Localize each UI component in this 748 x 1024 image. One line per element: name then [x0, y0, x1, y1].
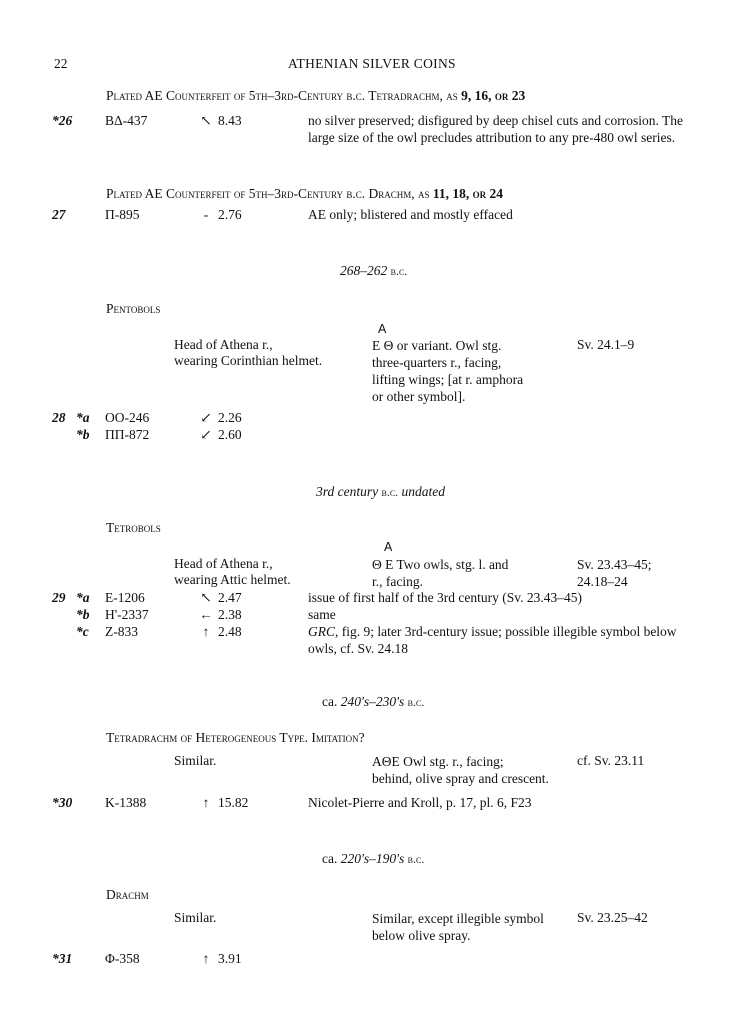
- period-heading: 3rd century b.c. undated: [316, 484, 446, 499]
- weight: 2.47: [218, 590, 242, 605]
- obverse-description: Similar.: [174, 753, 217, 768]
- denomination-heading: Tetradrachm of Heterogeneous Type. Imitation?: [106, 730, 365, 745]
- comment-line: no silver preserved; disfigured by deep chisel cuts and corrosion. The: [308, 113, 684, 128]
- catalog-number: 29: [52, 590, 66, 605]
- weight: 2.26: [218, 410, 242, 425]
- weight: 3.91: [218, 951, 242, 966]
- page-number: 22: [54, 56, 68, 71]
- section-heading-drachm-counterfeit: Plated AE Counterfeit of 5th–3rd-Century b.c. Drachm, as 11, 18, or 24: [106, 186, 504, 201]
- comment: issue of first half of the 3rd century (Sv. 23.43–45): [308, 590, 582, 605]
- sub-entry-label: *a: [76, 590, 90, 605]
- period-heading: ca. 240's–230's b.c.: [322, 694, 425, 709]
- catalog-number: *26: [52, 113, 73, 128]
- denomination-heading: Pentobols: [106, 301, 161, 316]
- sub-entry-label: *c: [76, 624, 89, 639]
- inventory-number: H'-2337: [105, 607, 149, 622]
- inventory-number: ΠΠ-872: [105, 427, 150, 442]
- die-axis-arrow-icon: ↑: [202, 951, 210, 966]
- weight: 15.82: [218, 795, 249, 810]
- comment: AE only; blistered and mostly effaced: [308, 207, 513, 222]
- comment: Nicolet-Pierre and Kroll, p. 17, pl. 6, F23: [308, 795, 532, 810]
- catalog-number: *31: [52, 951, 73, 966]
- weight: 2.38: [218, 607, 242, 622]
- die-axis-arrow-icon: ↖: [200, 590, 212, 605]
- catalog-number: *30: [52, 795, 73, 810]
- die-axis-arrow-icon: ↖: [200, 113, 212, 128]
- die-axis-arrow-icon: ←: [199, 607, 213, 622]
- reference: cf. Sv. 23.11: [577, 753, 645, 768]
- inventory-number: BΔ-437: [105, 113, 148, 128]
- weight: 8.43: [218, 113, 242, 128]
- die-axis-arrow-icon: ↙: [200, 410, 212, 425]
- inventory-number: E-1206: [105, 590, 145, 605]
- reverse-monogram-letter: A: [378, 322, 387, 336]
- reverse-description: E Θ or variant. Owl stg. three-quarters r., facing, lifting wings; [at r. amphora or other symbol].: [372, 338, 524, 404]
- catalog-number: 28: [52, 410, 66, 425]
- inventory-number: Φ-358: [105, 951, 140, 966]
- obverse-description: Head of Athena r., wearing Corinthian helmet.: [174, 337, 323, 368]
- reference: Sv. 23.43–45; 24.18–24: [577, 557, 652, 589]
- period-heading: ca. 220's–190's b.c.: [322, 851, 425, 866]
- section-heading-tetradrachm-counterfeit: Plated AE Counterfeit of 5th–3rd-Century b.c. Tetradrachm, as 9, 16, or 23: [106, 88, 526, 103]
- sub-entry-label: *b: [76, 427, 90, 442]
- reverse-monogram-letter: A: [384, 540, 393, 554]
- comment-line: large size of the owl precludes attribution to any pre-480 owl series.: [308, 130, 676, 145]
- sub-entry-label: *b: [76, 607, 90, 622]
- sub-entry-label: *a: [76, 410, 90, 425]
- weight: 2.60: [218, 427, 242, 442]
- die-axis-arrow-icon: ↑: [202, 624, 210, 639]
- denomination-heading: Drachm: [106, 887, 149, 902]
- inventory-number: OO-246: [105, 410, 150, 425]
- weight: 2.48: [218, 624, 242, 639]
- reverse-description: Similar, except illegible symbol below olive spray.: [372, 911, 544, 943]
- reference: Sv. 24.1–9: [577, 337, 635, 352]
- obverse-description: Similar.: [174, 910, 217, 925]
- reference: Sv. 23.25–42: [577, 910, 648, 925]
- period-heading: 268–262 b.c.: [340, 263, 408, 278]
- running-title: ATHENIAN SILVER COINS: [288, 56, 456, 71]
- comment: same: [308, 607, 336, 622]
- die-axis-arrow-icon: ↙: [200, 427, 212, 442]
- die-axis-arrow-icon: ↑: [202, 795, 210, 810]
- denomination-heading: Tetrobols: [106, 520, 161, 535]
- inventory-number: Z-833: [105, 624, 138, 639]
- inventory-number: K-1388: [105, 795, 147, 810]
- obverse-description: Head of Athena r., wearing Attic helmet.: [174, 556, 291, 587]
- inventory-number: Π-895: [105, 207, 140, 222]
- reverse-description: AΘE Owl stg. r., facing; behind, olive spray and crescent.: [372, 754, 549, 786]
- comment: GRC, fig. 9; later 3rd-century issue; possible illegible symbol below: [308, 624, 677, 639]
- reverse-description: Θ E Two owls, stg. l. and r., facing.: [372, 557, 509, 589]
- catalog-number: 27: [52, 207, 66, 222]
- die-axis-dash-icon: -: [203, 207, 209, 222]
- weight: 2.76: [218, 207, 242, 222]
- comment-line: owls, cf. Sv. 24.18: [308, 641, 408, 656]
